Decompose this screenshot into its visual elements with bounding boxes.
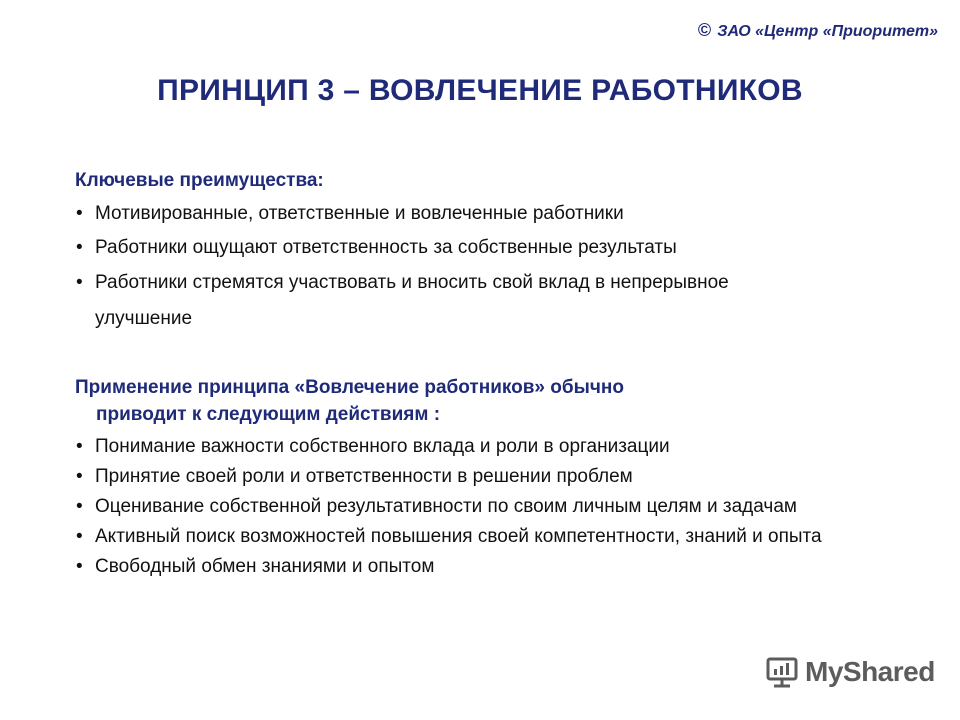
copyright-text: ЗАО «Центр «Приоритет» <box>717 23 938 40</box>
application-list <box>76 434 876 584</box>
list-item: • Свободный обмен знаниями и опытом <box>76 554 876 580</box>
list-item: • Активный поиск возможностей повышения своей компетентности, знаний и опыта <box>76 524 865 550</box>
copyright-symbol: © <box>697 20 712 40</box>
watermark-text: MyShared <box>805 656 935 687</box>
benefits-list <box>76 197 876 337</box>
list-item: • Оценивание собственной результативности по своим личным целям и задачам <box>76 494 876 520</box>
list-item: • Работники стремятся участвовать и вносить свой вклад в непрерывное улучшение <box>76 265 755 337</box>
application-heading <box>75 374 835 428</box>
list-item: • Работники ощущают ответственность за собственные результаты <box>76 231 876 265</box>
presentation-board-icon <box>765 655 799 689</box>
list-item: • Понимание важности собственного вклада и роли в организации <box>76 434 876 460</box>
slide-title: ПРИНЦИП 3 – ВОВЛЕЧЕНИЕ РАБОТНИКОВ <box>157 74 803 107</box>
list-item: • Принятие своей роли и ответственности в решении проблем <box>76 464 876 490</box>
application-heading-line2: приводит к следующим действиям : <box>96 404 441 425</box>
benefits-heading: Ключевые преимущества: <box>75 170 324 191</box>
copyright-notice <box>698 20 938 41</box>
list-item: • Мотивированные, ответственные и вовлеченные работники <box>76 197 876 231</box>
watermark <box>765 655 935 689</box>
application-heading-line1: Применение принципа «Вовлечение работников» обычно <box>75 377 624 398</box>
